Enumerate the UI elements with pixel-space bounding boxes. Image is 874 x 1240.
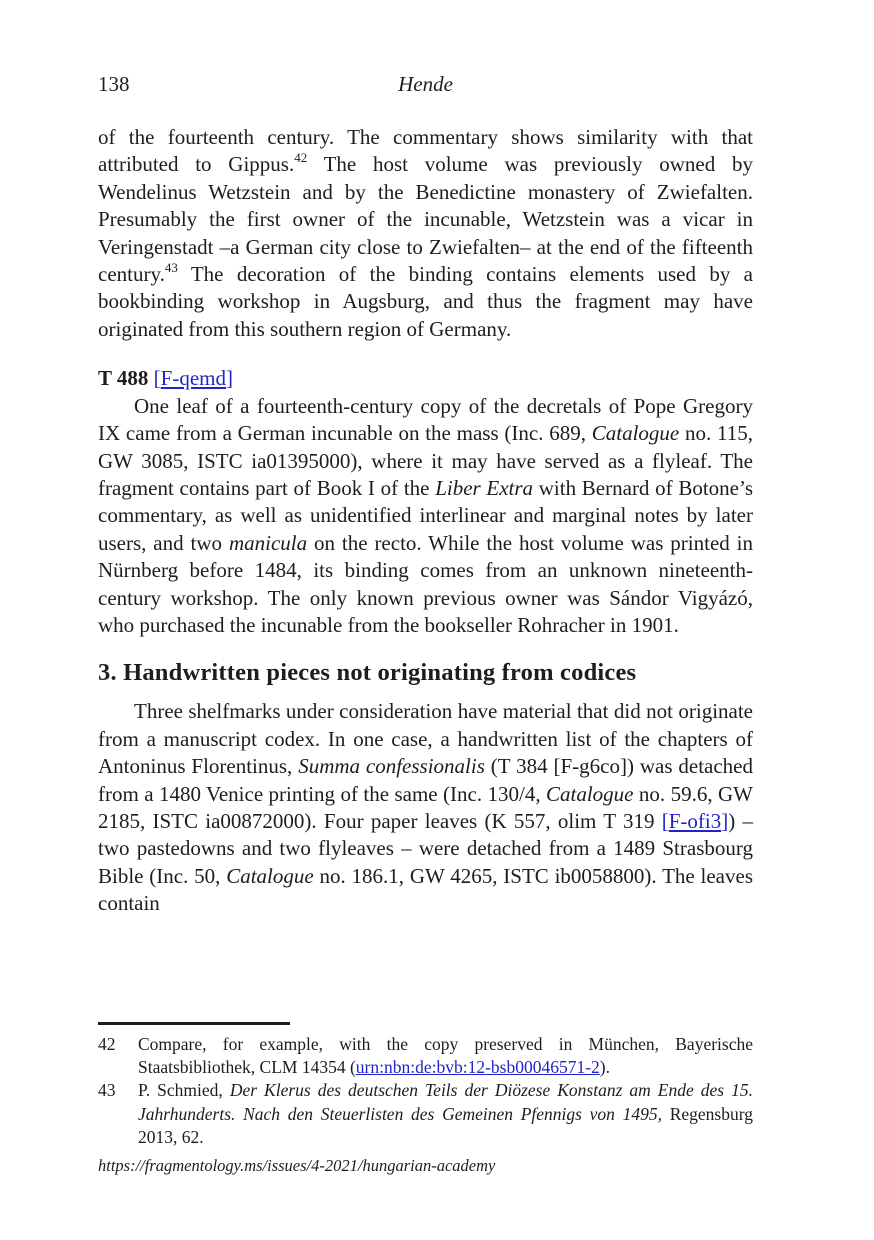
footnote-43 [98,1079,753,1149]
footnote-number: 42 [98,1034,116,1054]
running-title: Hende [398,72,453,96]
text-run: ] [721,809,729,834]
text-run: (T 384 [F-g6co]) was detached from a 1480 Venice printing of the same (Inc. 130/4, [98,754,753,806]
f-ofi3-link[interactable]: F-ofi3 [668,809,722,834]
footer-url[interactable]: https://fragmentology.ms/issues/4-2021/hungarian-academy [98,1156,496,1175]
page-number: 138 [98,72,130,96]
text-run: of the fourteenth century. The commentary shows similarity with that attributed to Gippus. [98,125,753,177]
text-run: 3. Handwritten pieces not originating from codices [98,659,637,687]
footnote-separator-rule [98,1022,290,1025]
footnote-text [138,1033,753,1079]
text-run: [ [661,809,669,834]
paragraph-t488-entry [98,393,753,640]
section-heading-3 [98,658,753,688]
footnote-text [138,1079,753,1149]
text-run: ) – two pastedowns and two flyleaves – were detached from a 1489 Strasbourg Bible (Inc. 50, [98,809,753,888]
footnote-42 [98,1033,753,1079]
footnote-ref-42: 42 [294,150,308,166]
text-run: no. 59.6, GW 2185, ISTC ia00872000). Four paper leaves (K 557, olim T 319 [98,781,753,834]
urn-link[interactable]: urn:nbn:de:bvb:12-bsb00046571-2 [355,1057,600,1078]
f-qemd-link[interactable]: F-qemd [160,366,226,391]
text-run: Compare, for example, with the copy preserved in München, Bayerische Staatsbibliothek, CLM 14354 ( [138,1034,753,1078]
footnotes-section [98,1022,753,1149]
text-run: ] [225,366,233,391]
text-run: Der Klerus des deutschen Teils der Diözese Konstanz am Ende des 15. Jahrhunderts. Nach den Steuerlisten des Gemeinen Pfennigs von 1495, [138,1080,753,1124]
text-run: Summa confessionalis [298,754,485,779]
text-run: no. 186.1, GW 4265, ISTC ib0058800). The leaves contain [98,863,753,916]
page-body [98,124,753,918]
entry-heading-t488 [98,365,753,393]
text-run: Catalogue [546,781,634,806]
paragraph-t485-continued [98,124,753,343]
text-run: The host volume was previously owned by Wendelinus Wetzstein and by the Benedictine monastery of Zwiefalten. Presumably the first owner of the incunable, Wetzstein was a vicar in Veringenstadt –a German city close to Zwiefalten– at the end of the fifteenth century. [98,152,753,287]
text-run: P. Schmied, [138,1080,230,1101]
text-run: The decoration of the binding contains elements used by a bookbinding workshop in Augsburg, and thus the fragment may have originated from this southern region of Germany. [98,262,753,341]
footnote-ref-43: 43 [164,260,178,276]
text-run: no. 115, GW 3085, ISTC ia01395000), where it may have served as a flyleaf. The fragment contains part of Book I of the [98,421,753,500]
text-run: manicula [228,530,308,555]
text-run: Liber Extra [435,475,534,500]
footnote-list [98,1033,753,1149]
text-run: with Bernard of Botone’s commentary, as well as unidentified interlinear and marginal notes by later users, and two [98,475,753,555]
text-run: on the recto. While the host volume was printed in Nürnberg before 1484, its binding comes from an unknown nineteenth-century workshop. The only known previous owner was Sándor Vigyázó, who purchased the incunable from the bookseller Rohracher in 1901. [98,530,754,637]
text-run: Three shelfmarks under consideration have material that did not originate from a manuscript codex. In one case, a handwritten list of the chapters of Antoninus Florentinus, [98,699,753,779]
text-run: One leaf of a fourteenth-century copy of the decretals of Pope Gregory IX came from a German incunable on the mass (Inc. 689, [98,393,753,446]
text-run: ). [599,1057,610,1078]
footnote-number: 43 [98,1080,116,1101]
text-run: Catalogue [226,863,314,888]
text-run: [ [153,366,161,391]
page-header [98,72,753,98]
text-run: Regensburg 2013, 62. [138,1103,753,1147]
text-run: T 488 [98,366,154,391]
paragraph-section3-intro [98,698,753,917]
text-run: Catalogue [591,421,680,446]
